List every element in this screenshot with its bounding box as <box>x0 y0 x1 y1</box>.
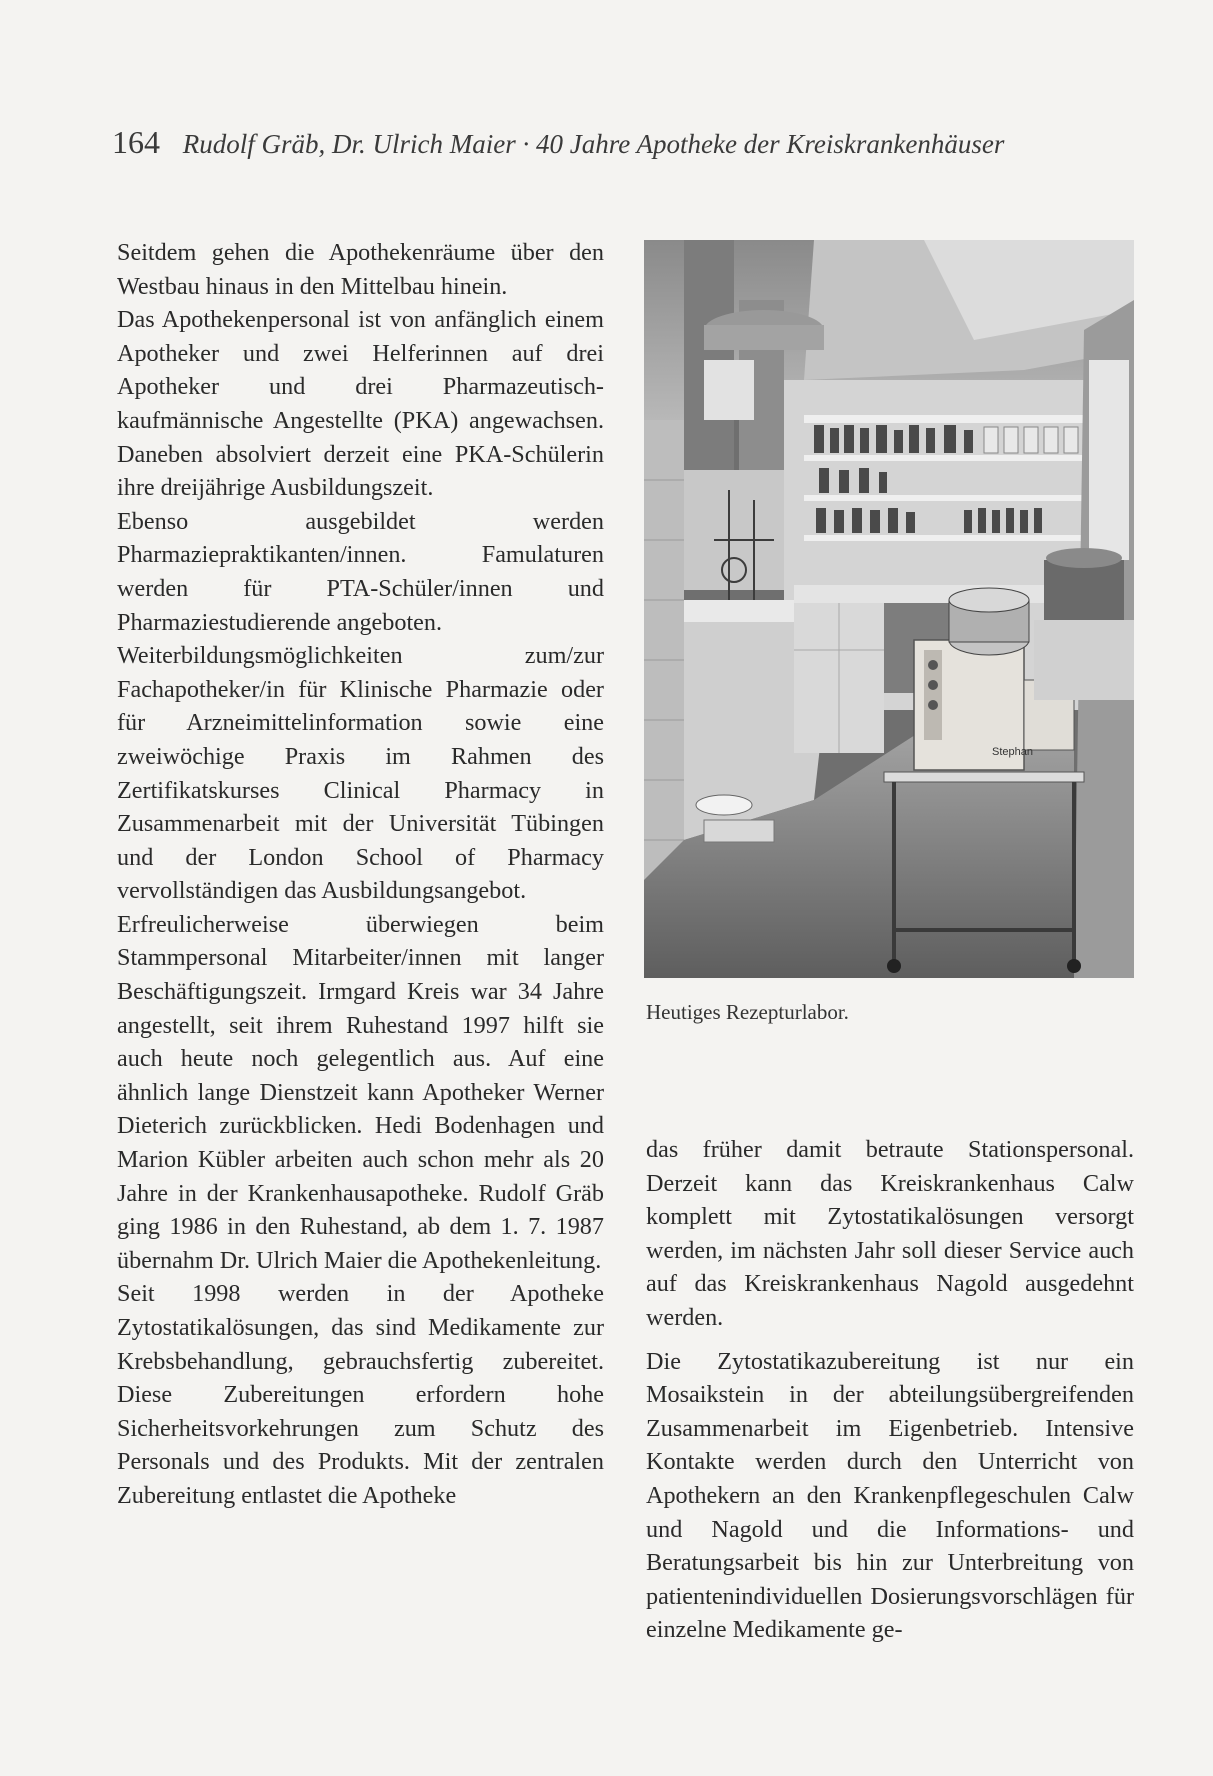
paragraph: das früher damit betraute Stationspersonal. Derzeit kann das Kreiskrankenhaus Calw komplett mit Zytostatikalösungen versorgt werden, im nächsten Jahr soll dieser Service auch auf das Kreiskrankenhaus Nagold ausgedehnt werden. <box>646 1136 1134 1331</box>
page-number: 164 <box>112 124 160 160</box>
running-header <box>112 124 1004 161</box>
running-title: Rudolf Gräb, Dr. Ulrich Maier · 40 Jahre Apotheke der Kreiskrankenhäuser <box>182 129 1005 159</box>
device-label: Stephan <box>992 746 1033 758</box>
paragraph: Die Zytostatikazubereitung ist nur ein Mosaikstein in der abteilungsübergreifenden Zusammenarbeit im Eigenbetrieb. Intensive Kontakte werden durch den Unterricht von Apothekern an den Krankenpflegeschulen Calw und Nagold und die Informations- und Beratungsarbeit bis hin zur Unterbreitung von patientenindividuellen Dosierungsvorschlägen für einzelne Medikamente ge- <box>646 1347 1134 1644</box>
right-column <box>646 1133 1134 1647</box>
paragraph: Das Apothekenpersonal ist von anfänglich einem Apotheker und zwei Helferinnen auf drei Apotheker und drei Pharmazeutisch-kaufmännische Angestellte (PKA) angewachsen. Daneben absolviert derzeit eine PKA-Schülerin ihre dreijährige Ausbildungszeit. <box>117 306 604 502</box>
paragraph: Weiterbildungsmöglichkeiten zum/zur Fachapotheker/in für Klinische Pharmazie oder für Arzneimittelinformation sowie eine zweiwöchige Praxis im Rahmen des Zertifikatskurses Clinical Pharmacy in Zusammenarbeit mit der Universität Tübingen und der London School of Pharmacy vervollständigen das Ausbildungsangebot. <box>117 642 604 905</box>
lab-photo <box>644 240 1134 978</box>
figure-caption: Heutiges Rezepturlabor. <box>646 1000 849 1024</box>
paragraph: Ebenso ausgebildet werden Pharmaziepraktikanten/innen. Famulaturen werden für PTA-Schüler/innen und Pharmaziestudierende angeboten. <box>117 507 604 636</box>
paragraph: Seit 1998 werden in der Apotheke Zytostatikalösungen, das sind Medikamente zur Krebsbehandlung, gebrauchsfertig zubereitet. Diese Zubereitungen erfordern hohe Sicherheitsvorkehrungen zum Schutz des Personals und des Produkts. Mit der zentralen Zubereitung entlastet die Apotheke <box>117 1280 604 1509</box>
left-column <box>117 236 604 1513</box>
paragraph: Erfreulicherweise überwiegen beim Stammpersonal Mitarbeiter/innen mit langer Beschäftigungszeit. Irmgard Kreis war 34 Jahre angestellt, seit ihrem Ruhestand 1997 hilft sie auch heute noch gelegentlich aus. Auf eine ähnlich lange Dienstzeit kann Apotheker Werner Dieterich zurückblicken. Hedi Bodenhagen und Marion Kübler arbeiten auch schon mehr als 20 Jahre in der Krankenhausapotheke. Rudolf Gräb ging 1986 in den Ruhestand, ab dem 1. 7. 1987 übernahm Dr. Ulrich Maier die Apothekenleitung. <box>117 910 604 1274</box>
paragraph: Seitdem gehen die Apothekenräume über den Westbau hinaus in den Mittelbau hinein. <box>117 239 604 300</box>
lab-photo-illustration <box>644 240 1134 978</box>
